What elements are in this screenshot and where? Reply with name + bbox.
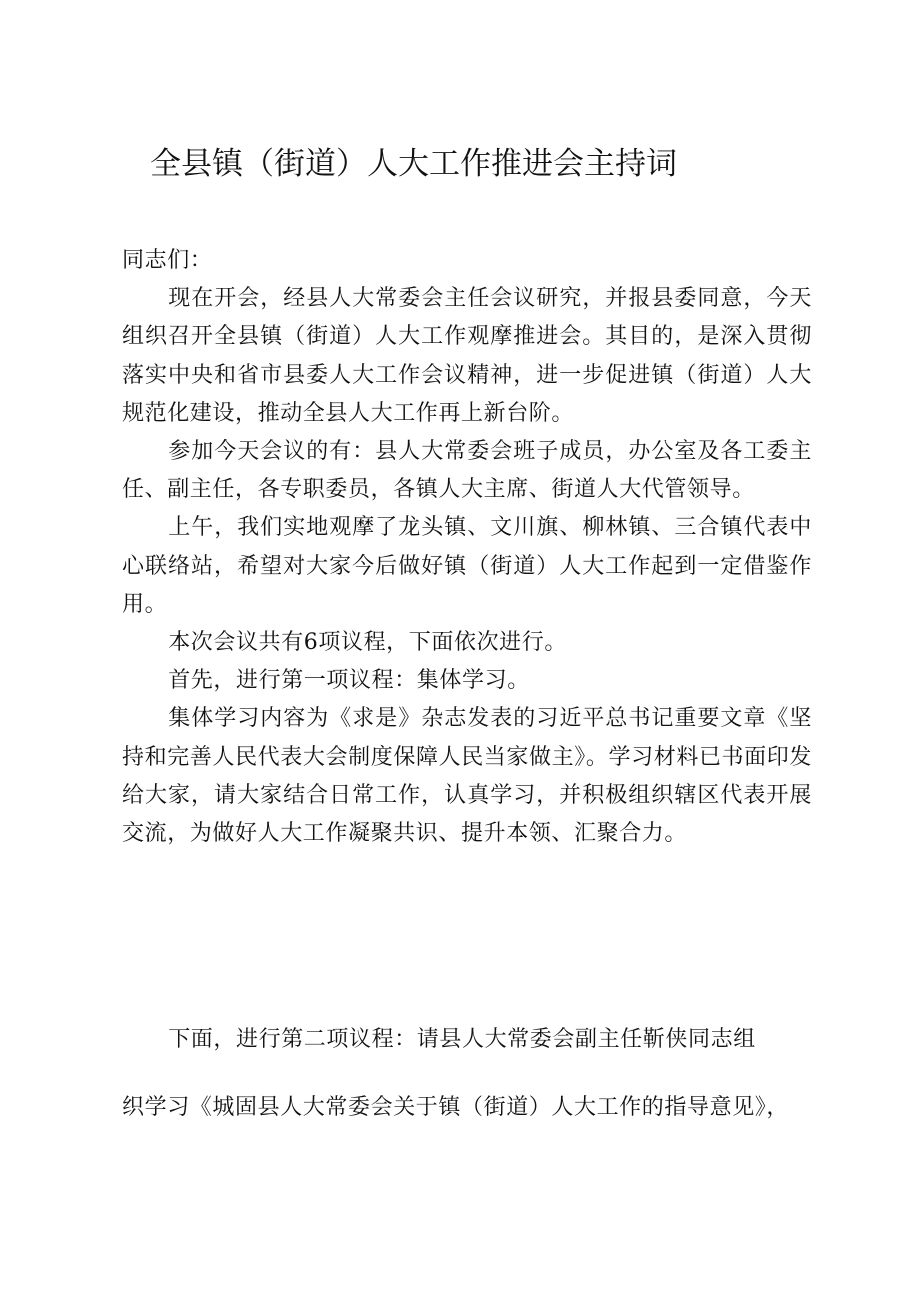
paragraph-collective-study: 集体学习内容为《求是》杂志发表的习近平总书记重要文章《坚持和完善人民代表大会制度保障人民当家做主》。学习材料已书面印发给大家，请大家结合日常工作，认真学习，并积极组织辖区代表开展交流，为做好人大工作凝聚共识、提升本领、汇聚合力。 (122, 706, 812, 847)
paragraph-agenda-item-1: 首先，进行第一项议程：集体学习。 (168, 668, 530, 694)
paragraph-agenda-item-2-line-2: 织学习《城固县人大常委会关于镇（街道）人大工作的指导意见》， (122, 1095, 790, 1120)
document-title: 全县镇（街道）人大工作推进会主持词 (150, 146, 677, 182)
paragraph-agenda-item-2-line-1: 下面，进行第二项议程：请县人大常委会副主任靳侠同志组 (168, 1027, 756, 1052)
paragraph-agenda-count: 本次会议共有6项议程，下面依次进行。 (168, 630, 567, 656)
salutation: 同志们： (122, 248, 213, 273)
paragraph-attendees: 参加今天会议的有：县人大常委会班子成员，办公室及各工委主任、副主任，各专职委员，各镇人大主席、街道人大代管领导。 (122, 439, 812, 503)
document-body (122, 242, 812, 853)
paragraph-morning-visit: 上午，我们实地观摩了龙头镇、文川旗、柳林镇、三合镇代表中心联络站，希望对大家今后做好镇（街道）人大工作起到一定借鉴作用。 (122, 515, 812, 617)
paragraph-opening: 现在开会，经县人大常委会主任会议研究，并报县委同意，今天组织召开全县镇（街道）人大工作观摩推进会。其目的，是深入贯彻落实中央和省市县委人大工作会议精神，进一步促进镇（街道）人大规范化建设，推动全县人大工作再上新台阶。 (122, 286, 812, 426)
